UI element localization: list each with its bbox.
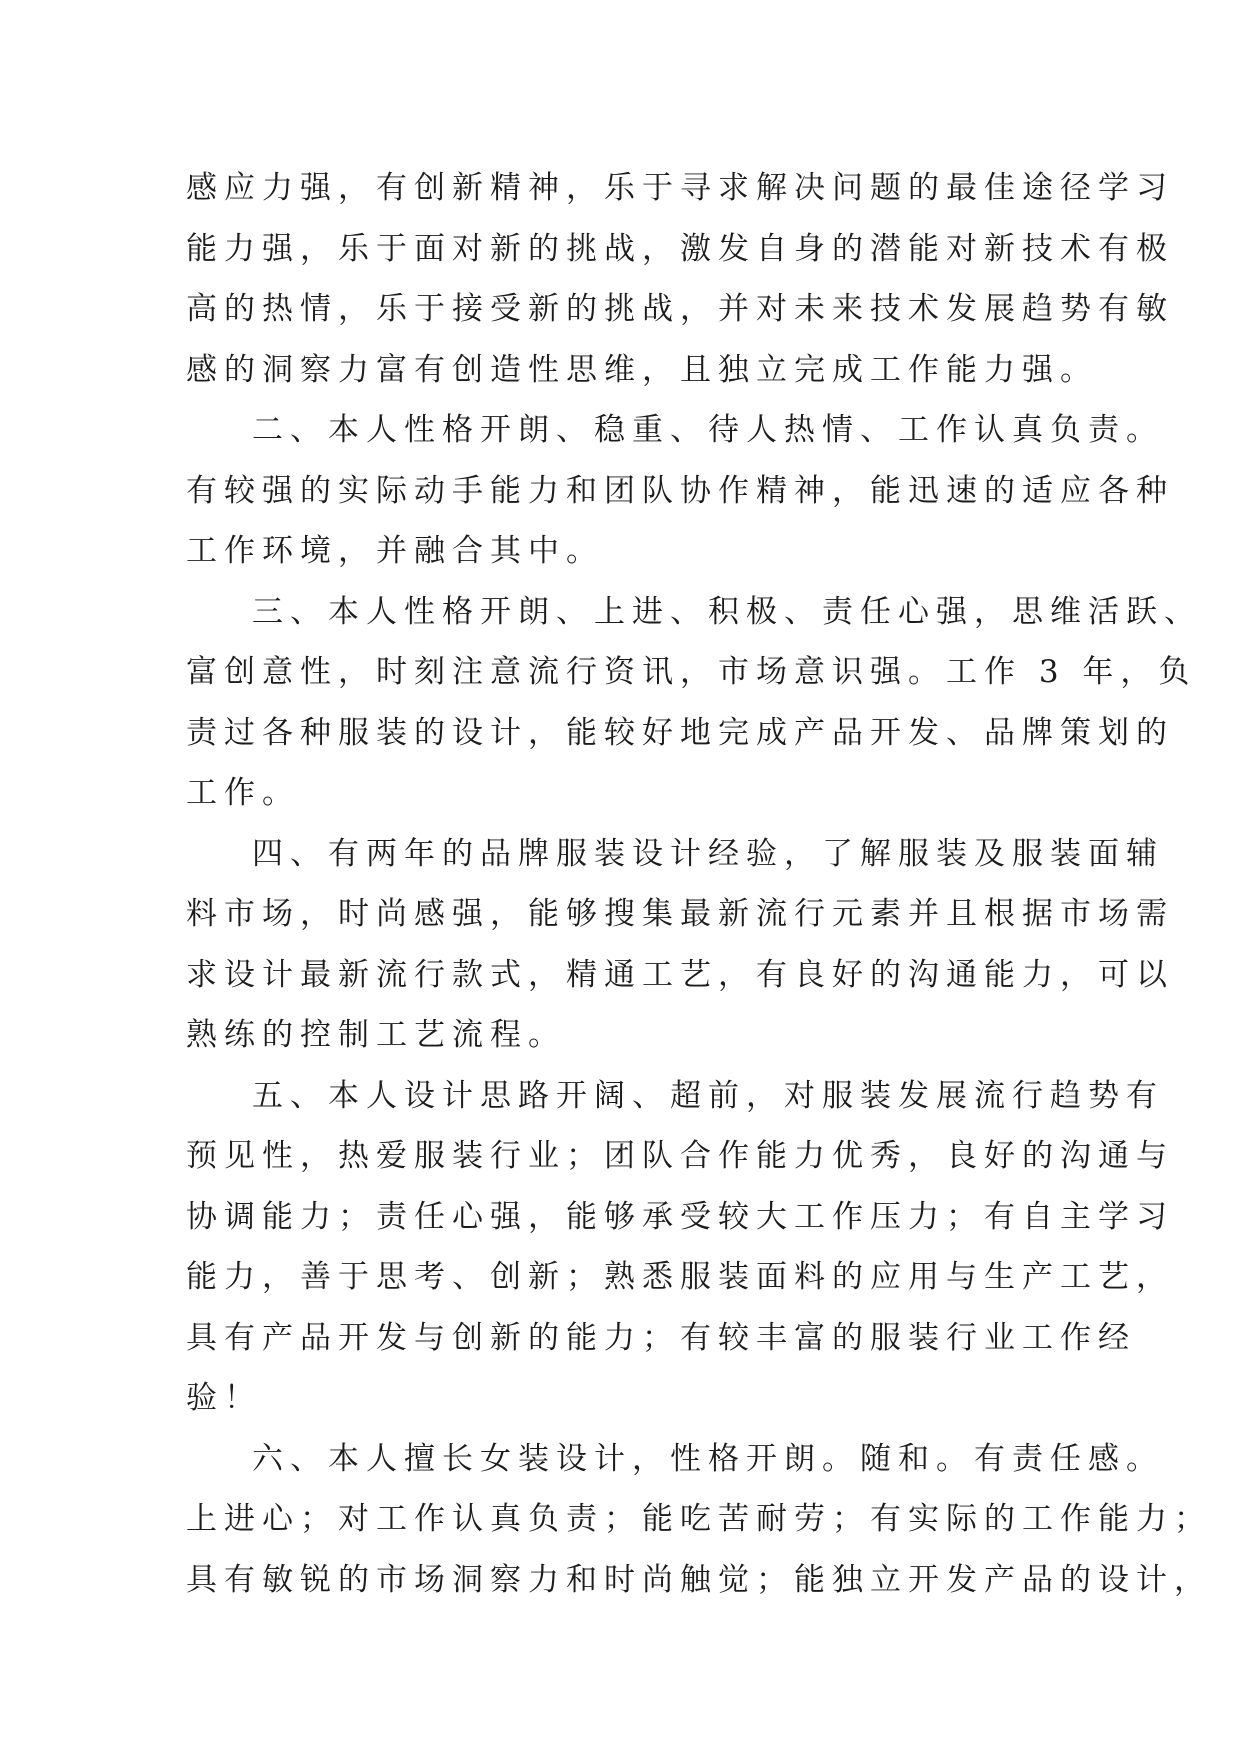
text-line: 工作。 xyxy=(186,775,300,811)
text-line: 熟练的控制工艺流程。 xyxy=(186,1017,566,1053)
text-line: 预见性，热爱服装行业；团队合作能力优秀，良好的沟通与 xyxy=(186,1138,1174,1174)
paragraph-2 xyxy=(186,400,1174,582)
text-line: 五、本人设计思路开阔、超前，对服装发展流行趋势有 xyxy=(252,1077,1164,1114)
text-line: 三、本人性格开朗、上进、积极、责任心强，思维活跃、 xyxy=(252,593,1202,630)
text-line: 能力，善于思考、创新；熟悉服装面料的应用与生产工艺， xyxy=(186,1259,1174,1295)
text-line: 六、本人擅长女装设计，性格开朗。随和。有责任感。 xyxy=(252,1440,1164,1477)
text-line: 能力强，乐于面对新的挑战，激发自身的潜能对新技术有极 xyxy=(186,230,1174,267)
text-line: 料市场，时尚感强，能够搜集最新流行元素并且根据市场需 xyxy=(186,896,1174,932)
paragraph-4 xyxy=(186,824,1174,1066)
text-line: 高的热情，乐于接受新的挑战，并对未来技术发展趋势有敏 xyxy=(186,291,1174,327)
text-line: 有较强的实际动手能力和团队协作精神，能迅速的适应各种 xyxy=(186,472,1174,509)
text-line: 具有产品开发与创新的能力；有较丰富的服装行业工作经 xyxy=(186,1319,1136,1356)
text-line: 感应力强，有创新精神，乐于寻求解决问题的最佳途径学习 xyxy=(186,170,1174,206)
text-line: 感的洞察力富有创造性思维，且独立完成工作能力强。 xyxy=(186,351,1098,388)
text-line: 验！ xyxy=(186,1380,262,1416)
paragraph-6 xyxy=(186,1429,1212,1611)
text-line: 四、有两年的品牌服装设计经验，了解服装及服装面辅 xyxy=(252,835,1164,872)
text-line: 协调能力；责任心强，能够承受较大工作压力；有自主学习 xyxy=(186,1198,1174,1235)
text-line: 富创意性，时刻注意流行资讯，市场意识强。工作 3 年，负 xyxy=(186,654,1197,690)
text-line: 求设计最新流行款式，精通工艺，有良好的沟通能力，可以 xyxy=(186,956,1174,993)
paragraph-5 xyxy=(186,1066,1174,1429)
text-line: 二、本人性格开朗、稳重、待人热情、工作认真负责。 xyxy=(252,412,1164,448)
text-line: 工作环境，并融合其中。 xyxy=(186,533,604,569)
text-line: 责过各种服装的设计，能较好地完成产品开发、品牌策划的 xyxy=(186,714,1174,751)
text-line: 上进心；对工作认真负责；能吃苦耐劳；有实际的工作能力； xyxy=(186,1501,1212,1537)
paragraph-3 xyxy=(186,582,1202,824)
paragraph-1 xyxy=(186,158,1174,400)
text-line: 具有敏锐的市场洞察力和时尚触觉；能独立开发产品的设计， xyxy=(186,1561,1212,1598)
document-body xyxy=(186,158,1212,1610)
